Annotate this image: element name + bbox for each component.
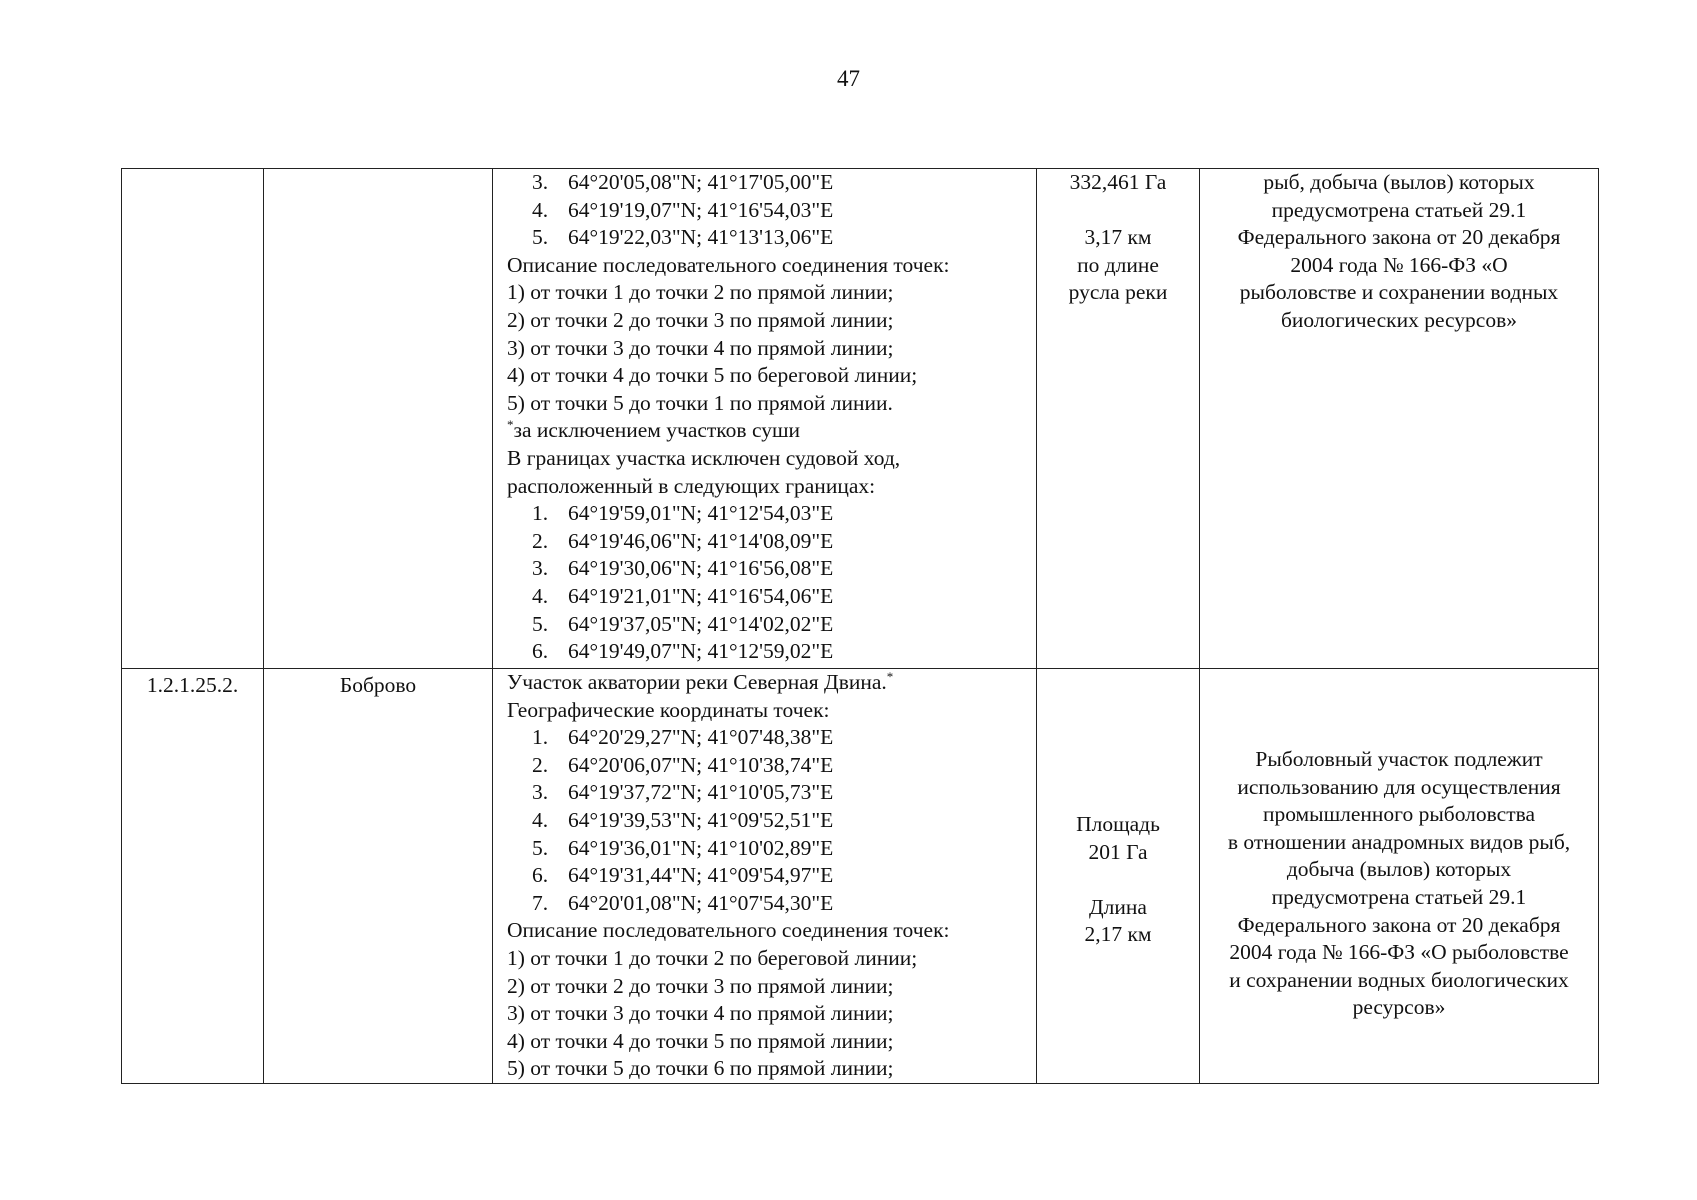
- coordinate-item: 5. 64°19'37,05"N; 41°14'02,02"E: [532, 611, 834, 636]
- note-line: ресурсов»: [1352, 995, 1446, 1020]
- note-line: рыб, добыча (вылов) которых: [1263, 170, 1535, 194]
- coordinate-item: 6. 64°19'31,44"N; 41°09'54,97"E: [532, 863, 834, 888]
- note-line: в отношении анадромных видов рыб,: [1227, 829, 1571, 854]
- length-value: 2,17 км: [1084, 922, 1152, 947]
- usage-note-cell: [1200, 669, 1599, 1084]
- coordinate-item: 4. 64°19'19,07"N; 41°16'54,03"E: [532, 197, 834, 222]
- boundary-description-cell: [493, 169, 1037, 669]
- note-line: 2004 года № 166-ФЗ «О: [1290, 252, 1508, 277]
- coordinate-item: 3. 64°19'30,06"N; 41°16'56,08"E: [532, 556, 834, 581]
- note-line: и сохранении водных биологических: [1229, 967, 1569, 992]
- coordinate-item: 6. 64°19'49,07"N; 41°12'59,02"E: [532, 639, 834, 664]
- connection-heading: Описание последовательного соединения точек:: [507, 918, 950, 943]
- connection-heading: Описание последовательного соединения точек:: [507, 252, 950, 277]
- note-line: промышленного рыболовства: [1262, 802, 1536, 827]
- coordinate-item: 1. 64°19'59,01"N; 41°12'54,03"E: [532, 501, 834, 526]
- coordinate-item: 5. 64°19'22,03"N; 41°13'13,06"E: [532, 225, 834, 250]
- note-line: 2004 года № 166-ФЗ «О рыболовстве: [1229, 940, 1569, 965]
- note-line: биологических ресурсов»: [1280, 307, 1517, 332]
- area-label: Площадь: [1076, 812, 1160, 836]
- connection-item: 4) от точки 4 до точки 5 по береговой линии;: [507, 363, 918, 388]
- connection-item: 3) от точки 3 до точки 4 по прямой линии;: [507, 1001, 894, 1026]
- row-number-cell: [122, 169, 264, 669]
- area-value: 201 Га: [1088, 839, 1148, 864]
- note-line: добыча (вылов) которых: [1286, 857, 1512, 882]
- fishing-areas-table: [121, 168, 1599, 1084]
- connection-item: 1) от точки 1 до точки 2 по прямой линии;: [507, 280, 894, 305]
- row-name-cell: [264, 169, 493, 669]
- note-line: предусмотрена статьей 29.1: [1271, 197, 1527, 222]
- coordinate-item: 1. 64°20'29,27"N; 41°07'48,38"E: [532, 725, 834, 750]
- length-value: 3,17 км: [1084, 225, 1152, 250]
- coordinates-heading: Географические координаты точек:: [507, 697, 830, 722]
- coordinate-item: 2. 64°19'46,06"N; 41°14'08,09"E: [532, 528, 834, 553]
- coordinate-item: 4. 64°19'39,53"N; 41°09'52,51"E: [532, 807, 834, 832]
- note-line: Федерального закона от 20 декабря: [1237, 225, 1561, 250]
- coordinate-item: 5. 64°19'36,01"N; 41°10'02,89"E: [532, 835, 834, 860]
- size-cell: [1037, 169, 1200, 669]
- coordinate-item: 2. 64°20'06,07"N; 41°10'38,74"E: [532, 752, 834, 777]
- boundary-description-cell: [493, 669, 1037, 1084]
- area-title: Участок акватории реки Северная Двина.*: [507, 668, 894, 694]
- note-line: рыболовстве и сохранении водных: [1239, 280, 1559, 305]
- table-row: [122, 169, 1599, 669]
- area-value: 332,461 Га: [1069, 170, 1167, 194]
- usage-note-cell: [1200, 169, 1599, 669]
- connection-item: 2) от точки 2 до точки 3 по прямой линии;: [507, 973, 894, 998]
- coordinate-item: 3. 64°20'05,08"N; 41°17'05,00"E: [532, 170, 834, 194]
- table-row: [122, 669, 1599, 1084]
- connection-item: 5) от точки 5 до точки 1 по прямой линии.: [507, 390, 893, 415]
- coordinate-item: 3. 64°19'37,72"N; 41°10'05,73"E: [532, 780, 834, 805]
- note-line: предусмотрена статьей 29.1: [1271, 884, 1527, 909]
- exclusion-note: *за исключением участков суши: [507, 417, 801, 443]
- length-value: русла реки: [1068, 280, 1168, 305]
- note-line: использованию для осуществления: [1237, 774, 1561, 799]
- coordinate-item: 7. 64°20'01,08"N; 41°07'54,30"E: [532, 890, 834, 915]
- connection-item: 5) от точки 5 до точки 6 по прямой линии;: [507, 1056, 894, 1081]
- length-label: Длина: [1089, 894, 1147, 919]
- connection-item: 3) от точки 3 до точки 4 по прямой линии;: [507, 335, 894, 360]
- connection-item: 1) от точки 1 до точки 2 по береговой линии;: [507, 945, 918, 970]
- row-number-cell: 1.2.1.25.2.: [122, 669, 264, 1084]
- size-cell: [1037, 669, 1200, 1084]
- row-name-cell: Боброво: [264, 669, 493, 1084]
- note-line: Рыболовный участок подлежит: [1255, 747, 1543, 771]
- coordinate-item: 4. 64°19'21,01"N; 41°16'54,06"E: [532, 583, 834, 608]
- excluded-channel-intro: В границах участка исключен судовой ход,: [507, 445, 901, 470]
- connection-item: 2) от точки 2 до точки 3 по прямой линии;: [507, 307, 894, 332]
- length-value: по длине: [1077, 252, 1159, 277]
- note-line: Федерального закона от 20 декабря: [1237, 912, 1561, 937]
- page-number: 47: [837, 66, 860, 91]
- excluded-channel-intro: расположенный в следующих границах:: [507, 473, 876, 498]
- connection-item: 4) от точки 4 до точки 5 по прямой линии;: [507, 1028, 894, 1053]
